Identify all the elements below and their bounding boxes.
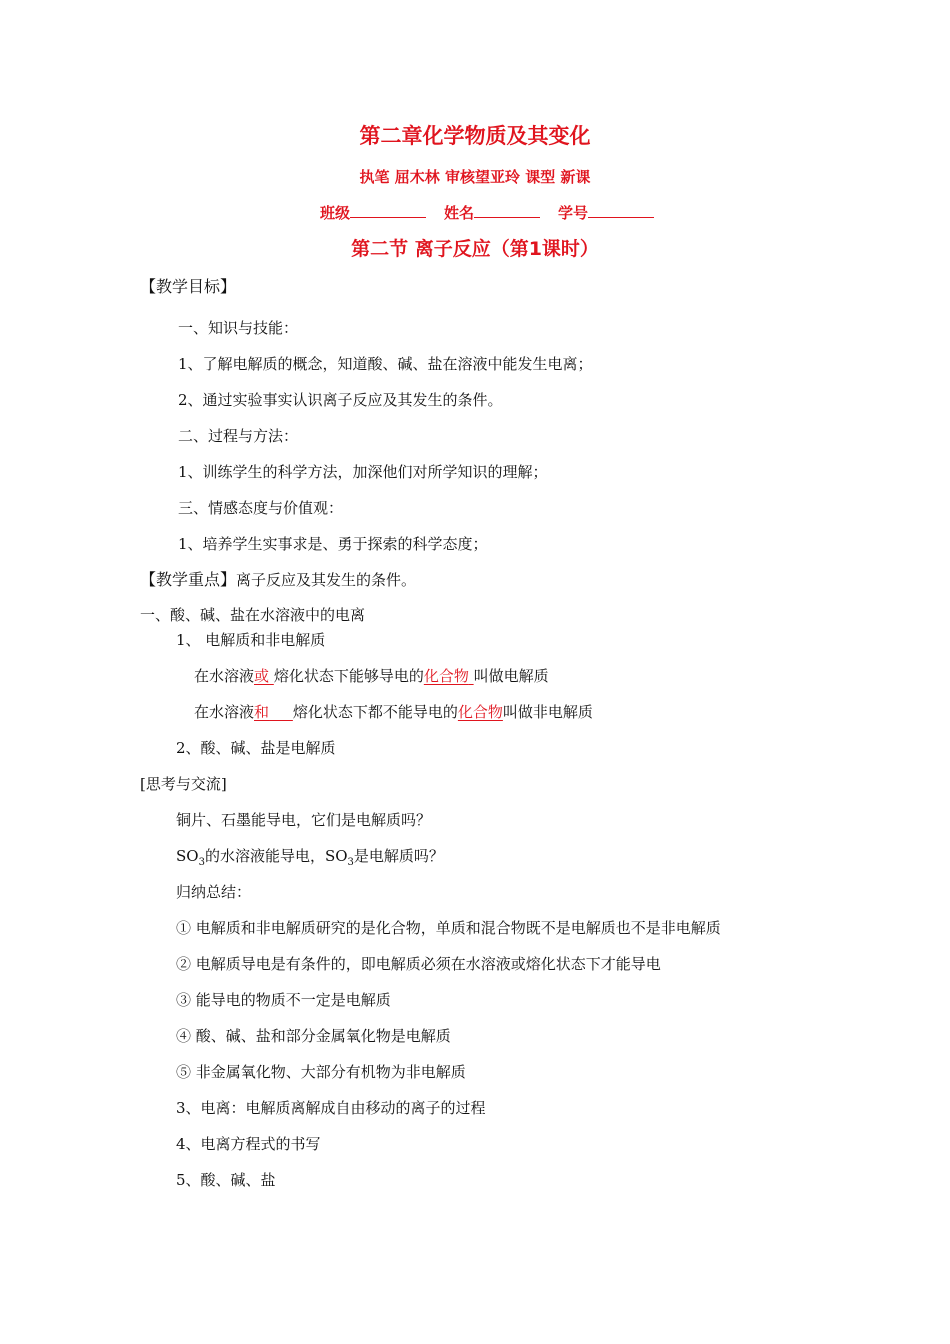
student-info-line — [320, 201, 654, 224]
q2-subscript-1: 3 — [198, 857, 205, 868]
ionization-definition: 3、电离：电解质离解成自由移动的离子的过程 — [176, 1099, 486, 1117]
def2-fill-compound: 化合物 — [457, 703, 503, 721]
summary-item-5: ⑤ 非金属氧化物、大部分有机物为非电解质 — [176, 1063, 466, 1081]
process-item-1: 1、训练学生的科学方法，加深他们对所学知识的理解； — [178, 463, 548, 481]
summary-item-3: ③ 能导电的物质不一定是电解质 — [176, 991, 391, 1009]
definition-electrolyte — [194, 666, 549, 686]
def1-fill-compound: 化合物 — [423, 667, 469, 685]
def2-text-a: 在水溶液 — [194, 703, 255, 721]
discussion-heading: [思考与交流] — [140, 775, 227, 793]
definition-nonelectrolyte — [194, 702, 593, 722]
acid-base-salt-item: 5、酸、碱、盐 — [176, 1171, 276, 1189]
def2-fill-and: 和 — [254, 703, 270, 721]
q2-text-a: SO — [176, 847, 199, 865]
part1-heading: 一、酸、碱、盐在水溶液中的电离 — [140, 606, 366, 624]
q2-text-c: 是电解质吗？ — [353, 847, 444, 865]
knowledge-item-2: 2、通过实验事实认识离子反应及其发生的条件。 — [178, 391, 503, 409]
summary-item-4: ④ 酸、碱、盐和部分金属氧化物是电解质 — [176, 1027, 451, 1045]
knowledge-item-1: 1、了解电解质的概念，知道酸、碱、盐在溶液中能发生电离； — [178, 355, 593, 373]
key-point-line — [140, 570, 416, 590]
discussion-question-1: 铜片、石墨能导电，它们是电解质吗？ — [176, 811, 432, 829]
key-point-text: 离子反应及其发生的条件。 — [236, 571, 417, 589]
discussion-question-2 — [176, 846, 444, 873]
def2-text-b: 熔化状态下都不能导电的 — [292, 703, 458, 721]
def1-fill-or: 或 — [254, 667, 270, 685]
section-title: 第二节 离子反应（第1课时） — [351, 238, 599, 260]
number-blank — [588, 201, 654, 218]
summary-heading: 归纳总结： — [176, 883, 252, 901]
name-label: 姓名 — [444, 204, 475, 222]
knowledge-heading: 一、知识与技能： — [178, 319, 299, 337]
emotion-heading: 三、情感态度与价值观： — [178, 499, 344, 517]
def1-text-a: 在水溶液 — [194, 667, 255, 685]
key-point-label: 【教学重点】 — [140, 570, 237, 589]
q2-subscript-2: 3 — [347, 857, 354, 868]
authors-line: 执笔 屈木林 审核望亚玲 课型 新课 — [359, 168, 591, 186]
number-label: 学号 — [558, 204, 589, 222]
def1-text-c: 叫做电解质 — [473, 667, 549, 685]
name-blank — [474, 201, 540, 218]
ionization-equation-item: 4、电离方程式的书写 — [176, 1135, 321, 1153]
def2-text-c: 叫做非电解质 — [502, 703, 593, 721]
part1-item-2: 2、酸、碱、盐是电解质 — [176, 739, 336, 757]
class-blank — [350, 201, 426, 218]
process-heading: 二、过程与方法： — [178, 427, 299, 445]
class-label: 班级 — [320, 204, 351, 222]
objectives-heading: 【教学目标】 — [140, 277, 237, 296]
emotion-item-1: 1、培养学生实事求是、勇于探索的科学态度； — [178, 535, 488, 553]
chapter-title: 第二章化学物质及其变化 — [359, 124, 591, 148]
summary-item-1: ① 电解质和非电解质研究的是化合物，单质和混合物既不是电解质也不是非电解质 — [176, 919, 721, 937]
q2-text-b: 的水溶液能导电，SO — [204, 847, 348, 865]
def1-text-b: 熔化状态下能够导电的 — [273, 667, 424, 685]
part1-item-1: 1、 电解质和非电解质 — [176, 631, 326, 649]
summary-item-2: ② 电解质导电是有条件的，即电解质必须在水溶液或熔化状态下才能导电 — [176, 955, 661, 973]
